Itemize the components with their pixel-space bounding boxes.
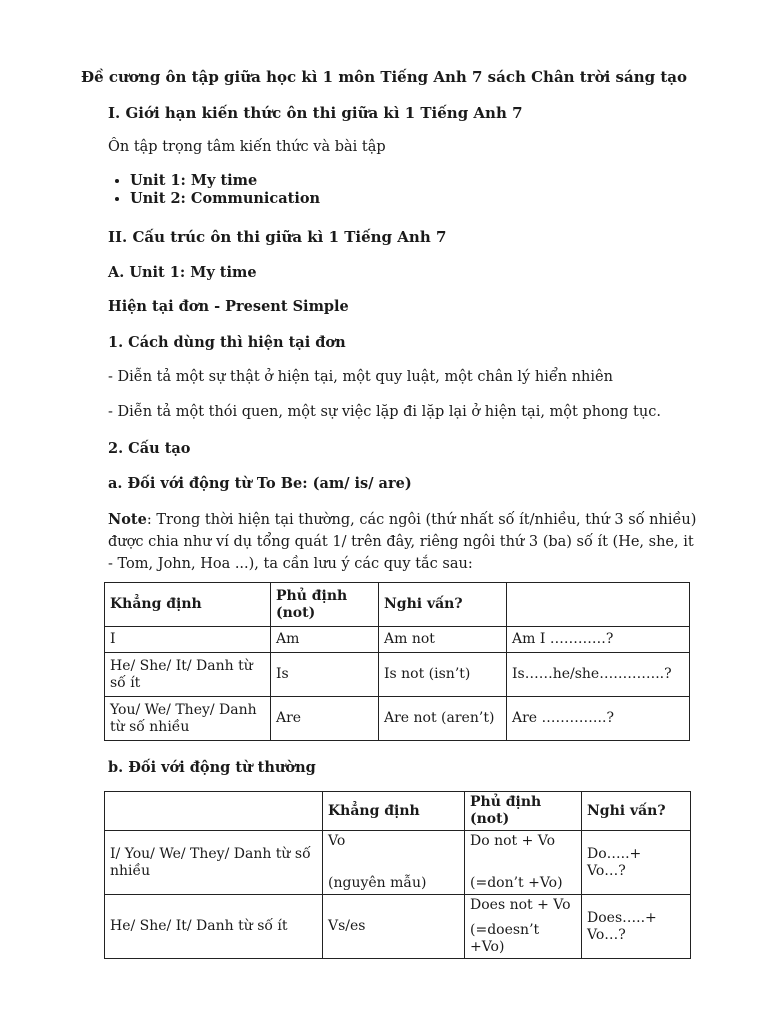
table-row	[105, 895, 691, 959]
table-row	[105, 697, 690, 741]
table-header-row	[105, 583, 690, 627]
cell-subject: He/ She/ It/ Danh từ số ít	[105, 895, 323, 959]
usage-item: - Diễn tả một sự thật ở hiện tại, một quy luật, một chân lý hiển nhiên	[108, 369, 613, 385]
header-affirmative: Khẳng định	[105, 583, 271, 627]
cell-affirmative	[323, 895, 465, 959]
cell-subject: I	[105, 627, 271, 653]
header-affirmative: Khẳng định	[323, 792, 465, 831]
list-item: • Unit 2: Communication	[130, 190, 320, 208]
header-question: Nghi vấn?	[379, 583, 507, 627]
header-empty	[507, 583, 690, 627]
cell-question: Is……he/she…………..?	[507, 653, 690, 697]
header-question: Nghi vấn?	[582, 792, 691, 831]
question-line: Do…..+	[587, 845, 642, 862]
table-header-row	[105, 792, 691, 831]
note-label: Note	[108, 511, 147, 528]
structure-heading: 2. Cấu tạo	[108, 440, 191, 457]
header-negative: Phủ định (not)	[271, 583, 379, 627]
unit-list	[108, 172, 320, 208]
table-row	[105, 653, 690, 697]
regular-verb-table	[104, 791, 691, 959]
section1-intro: Ôn tập trọng tâm kiến thức và bài tập	[108, 139, 386, 155]
cell-negative: Is not (isn’t)	[379, 653, 507, 697]
usage-heading: 1. Cách dùng thì hiện tại đơn	[108, 334, 346, 351]
tobe-table	[104, 582, 690, 741]
cell-question	[582, 895, 691, 959]
regular-verb-heading: b. Đối với động từ thường	[108, 759, 316, 776]
document-title: Đề cương ôn tập giữa học kì 1 môn Tiếng Anh 7 sách Chân trời sáng tạo	[81, 68, 687, 86]
aff-form: Vs/es	[328, 918, 366, 934]
neg-form: Do not + Vo	[470, 833, 556, 849]
cell-negative: Are not (aren’t)	[379, 697, 507, 741]
note-text: : Trong thời hiện tại thường, các ngôi (thứ nhất số ít/nhiều, thứ 3 số nhiều) được chia như ví dụ tổng quát 1/ trên đây, riêng ngôi thứ 3 (ba) số ít (He, she, it - Tom, John, Hoa ...), ta cần lưu ý các quy tắc sau:	[108, 512, 697, 572]
list-item: • Unit 1: My time	[130, 172, 320, 190]
neg-form: Does not + Vo	[470, 897, 571, 913]
cell-subject: I/ You/ We/ They/ Danh từ số nhiều	[105, 831, 323, 895]
table-row	[105, 831, 691, 895]
unit-a-heading: A. Unit 1: My time	[108, 264, 257, 281]
question-line: Vo…?	[587, 926, 626, 943]
cell-subject: He/ She/ It/ Danh từ số ít	[105, 653, 271, 697]
cell-negative: Am not	[379, 627, 507, 653]
neg-note: (=doesn’t +Vo)	[470, 922, 540, 955]
note-paragraph	[108, 509, 698, 575]
neg-note: (=don’t +Vo)	[470, 875, 563, 891]
question-line: Does…..+	[587, 909, 657, 926]
cell-subject: You/ We/ They/ Danh từ số nhiều	[105, 697, 271, 741]
cell-affirmative: Is	[271, 653, 379, 697]
cell-question	[582, 831, 691, 895]
cell-affirmative: Are	[271, 697, 379, 741]
cell-question: Are …………..?	[507, 697, 690, 741]
table-row	[105, 627, 690, 653]
tense-heading: Hiện tại đơn - Present Simple	[108, 298, 349, 315]
aff-form: Vo	[328, 833, 346, 849]
cell-negative	[465, 831, 582, 895]
usage-item: - Diễn tả một thói quen, một sự việc lặp đi lặp lại ở hiện tại, một phong tục.	[108, 404, 661, 420]
aff-note: (nguyên mẫu)	[328, 875, 427, 891]
cell-negative	[465, 895, 582, 959]
header-negative: Phủ định (not)	[465, 792, 582, 831]
question-line: Vo…?	[587, 862, 626, 879]
section2-heading: II. Cấu trúc ôn thi giữa kì 1 Tiếng Anh 7	[108, 228, 447, 246]
cell-affirmative	[323, 831, 465, 895]
tobe-heading: a. Đối với động từ To Be: (am/ is/ are)	[108, 475, 412, 492]
header-empty	[105, 792, 323, 831]
cell-affirmative: Am	[271, 627, 379, 653]
cell-question: Am I …………?	[507, 627, 690, 653]
section1-heading: I. Giới hạn kiến thức ôn thi giữa kì 1 Tiếng Anh 7	[108, 104, 523, 122]
